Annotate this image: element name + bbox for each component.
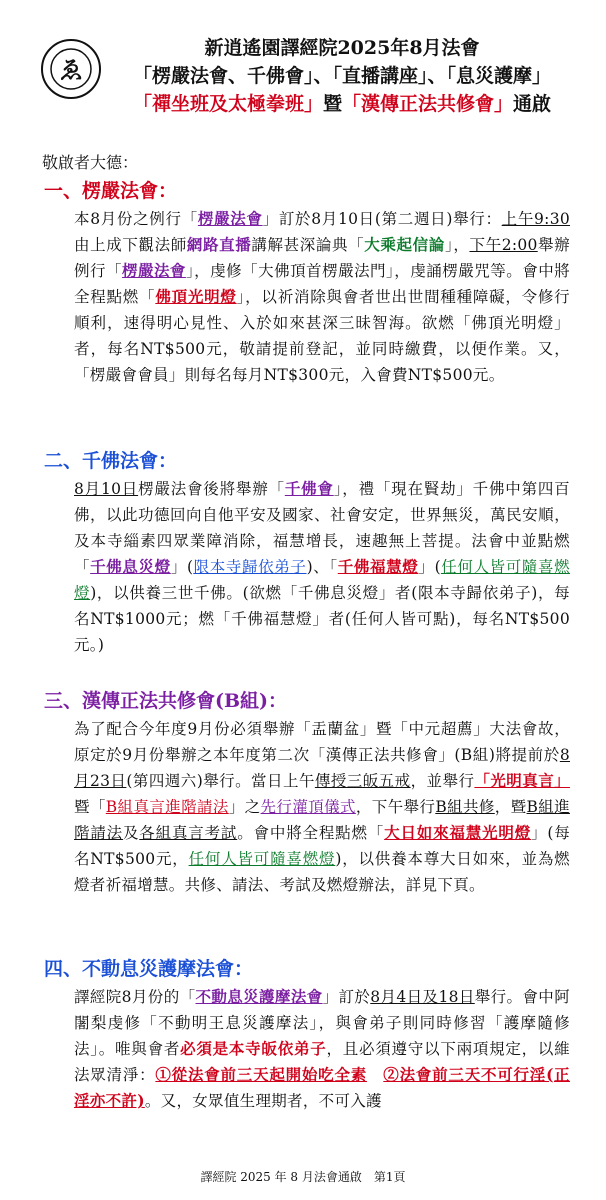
page-title-line-2: 「楞嚴法會、千佛會」、「直播講座」、「息災護摩」: [132, 65, 551, 87]
s1-t14: 佛頂光明燈: [155, 287, 237, 306]
section-3-heading: 三、漢傳正法共修會(B組)：: [44, 690, 288, 712]
s1-t2: 楞嚴法會: [197, 209, 263, 228]
s3-t13: ，暨: [494, 798, 527, 816]
page-title-line-1: 新逍遙園譯經院2025年8月法會: [204, 37, 480, 59]
s1-t4: 上午9:30: [501, 210, 571, 228]
section-2-heading: 二、千佛法會：: [44, 450, 178, 472]
s3-t5: ，並舉行: [410, 772, 475, 790]
s3-t2: 8月23日: [74, 746, 570, 790]
s3-t19: 」(每名NT$500元，: [74, 824, 571, 868]
s3-t10: 先行灌頂儀式: [260, 798, 356, 816]
s4-t7: ，且必須遵守以下兩項規定，以維法眾清淨：: [74, 1040, 570, 1084]
s3-t12: B組共修: [435, 798, 495, 816]
s2-t6: 」(: [170, 558, 194, 576]
s1-t13: 」，虔修「大佛頂首楞嚴法門」，虔誦楞嚴咒等。會中將全程點燃「: [74, 262, 570, 306]
s1-t3: 」訂於8月10日(第二週日)舉行：: [262, 210, 502, 228]
s1-t10: 下午2:00: [469, 236, 538, 254]
s4-t2: 不動息災護摩法會: [195, 987, 323, 1006]
s4-t3: 」訂於: [322, 988, 371, 1006]
s4-t9: ②法會前三天不可行淫(正淫亦不許): [74, 1065, 570, 1110]
s2-t5: 千佛息災燈: [90, 557, 171, 576]
title-part-d: 通啟: [513, 93, 552, 115]
s3-t4: 傳授三皈五戒: [314, 772, 411, 790]
page-title-line-3: [92, 90, 592, 118]
s1-t11: 舉辦例行「: [74, 236, 570, 280]
s3-t1: 為了配合今年度9月份必須舉辦「盂蘭盆」暨「中元超薦」大法會故，原定於9月份舉辦之本年度第二次「漢傳正法共修會」(B組)將提前於: [74, 720, 570, 764]
s2-t8: )、「: [306, 558, 338, 576]
s4-t5: 舉行。會中阿闍梨虔修「不動明王息災護摩法」，與會弟子則同時修習「護摩隨修法」。唯與會者: [74, 988, 570, 1058]
title-part-c: 「漢傳正法共修會」: [342, 93, 514, 115]
s1-t7: 講解甚深論典「: [251, 236, 365, 254]
s3-t18: 大日如來福慧光明燈: [384, 823, 532, 842]
s2-t7: 限本寺歸依弟子: [193, 558, 307, 576]
s4-t10: 。又，女眾值生理期者，不可入護: [144, 1092, 382, 1110]
s1-t12: 楞嚴法會: [121, 261, 186, 280]
s3-t8: B組真言進階請法: [105, 798, 229, 816]
s4-t6: 必須是本寺皈依弟子: [180, 1039, 327, 1058]
s3-t11: ，下午舉行: [355, 798, 436, 816]
s3-t3: (第四週六)舉行。當日上午: [126, 772, 315, 790]
section-1-heading: 一、楞嚴法會：: [44, 180, 178, 202]
s3-t21: )，以供養本尊大日如來，並為燃燈者祈福增慧。共修、請法、考試及燃燈辦法，詳見下頁。: [74, 850, 570, 894]
s1-t9: 」，: [444, 236, 470, 254]
s2-t11: 任何人皆可隨喜燃燈: [74, 558, 570, 602]
s2-t1: 8月10日: [74, 480, 139, 498]
s1-t15: 」，以祈消除與會者世出世間種種障礙，令修行順利，速得明心見性、入於如來甚深三昧智海。欲燃「佛頂光明燈」者，每名NT$500元，敬請提前登記，並同時繳費，以便作業。又，「楞嚴會會員」則每名每月NT$300元，入會費NT$500元。: [74, 288, 570, 384]
section-1-body: [74, 206, 570, 388]
section-4-body: [74, 984, 570, 1114]
s4-t1: 譯經院8月份的「: [74, 988, 196, 1006]
svg-text:ゑ: ゑ: [59, 55, 83, 84]
s1-t5: 由上成下觀法師: [74, 236, 187, 254]
s3-t17: 。會中將全程點燃「: [237, 824, 385, 842]
section-3-body: [74, 716, 570, 898]
s3-t14: B組進階請法: [74, 798, 570, 842]
page-footer: 譯經院 2025 年 8 月法會通啟 第1頁: [200, 1170, 406, 1184]
s3-t9: 」之: [228, 798, 261, 816]
s1-t1: 本8月份之例行「: [74, 210, 198, 228]
s1-t8: 大乘起信論: [364, 235, 445, 254]
s3-t20: 任何人皆可隨喜燃燈: [188, 850, 336, 868]
greeting: 敬啟者大德：: [42, 153, 139, 172]
s2-t10: 」(: [418, 558, 441, 576]
s2-t12: )，以供養三世千佛。(欲燃「千佛息災燈」者(限本寺歸依弟子)，每名NT$1000元；燃「千佛福慧燈」者(任何人皆可點)，每名NT$500元。): [74, 584, 570, 654]
s3-t15: 及: [122, 824, 140, 842]
s4-t8: ①從法會前三天起開始吃全素: [155, 1065, 368, 1084]
s4-t4: 8月4日及18日: [370, 988, 475, 1006]
section-4-heading: 四、不動息災護摩法會：: [44, 958, 254, 980]
s2-t9: 千佛福慧燈: [337, 557, 419, 576]
section-2-body: [74, 476, 570, 658]
s1-t6: 網路直播: [186, 235, 252, 254]
s3-t6: 「光明真言」: [474, 771, 570, 790]
title-part-a: 「禪坐班及太極拳班」: [132, 93, 323, 115]
s2-t2: 楞嚴法會後將舉辦「: [138, 480, 285, 498]
s3-t16: 各組真言考試: [139, 824, 238, 842]
s2-t3: 千佛會: [284, 479, 334, 498]
s2-t4: 」，禮「現在賢劫」千佛中第四百佛，以此功德回向自他平安及國家、社會安定，世界無災，萬民安順，及本寺緇素四眾業障消除，福慧增長，速趣無上菩提。法會中並點燃「: [74, 480, 570, 576]
title-part-b: 暨: [322, 93, 342, 115]
s3-t7: 暨「: [74, 798, 106, 816]
